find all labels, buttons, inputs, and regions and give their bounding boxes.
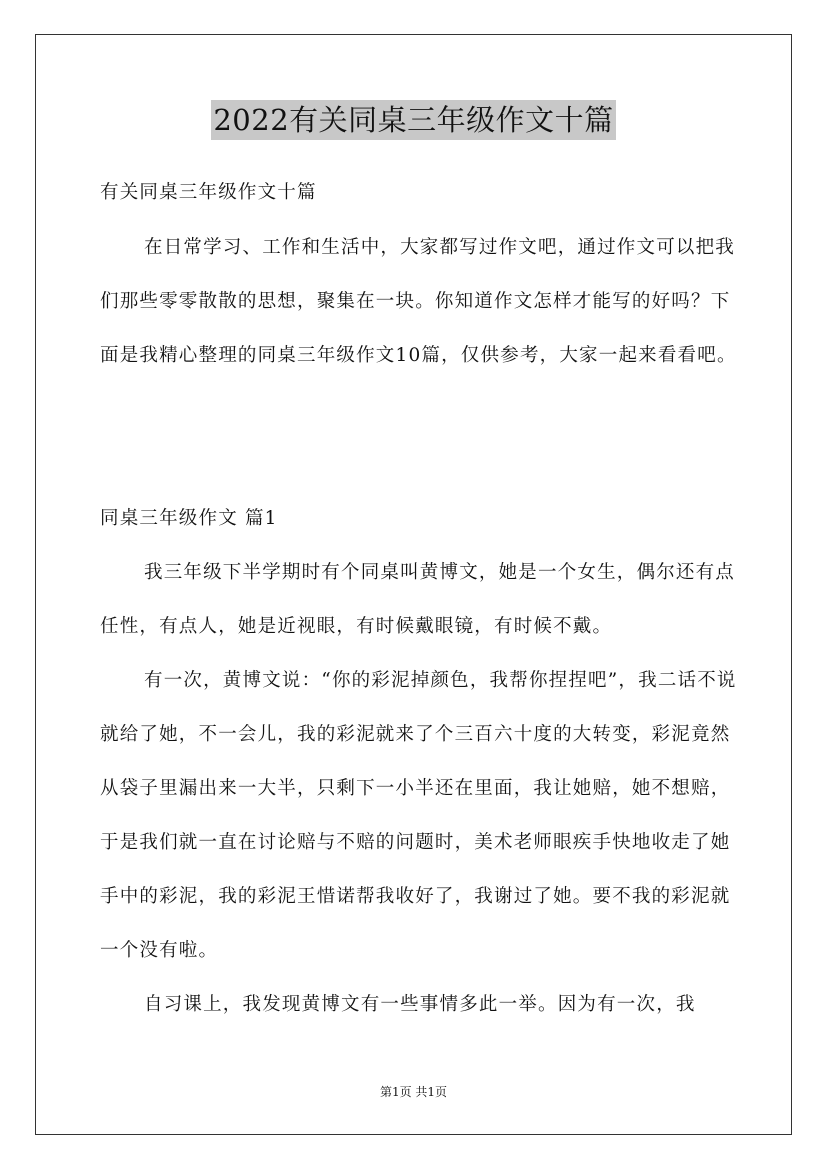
intro-paragraph: 在日常学习、工作和生活中，大家都写过作文吧，通过作文可以把我们那些零零散散的思想，聚集在一块。你知道作文怎样才能写的好吗？下面是我精心整理的同桌三年级作文10篇，仅供参考，大家一起来看看吧。 — [100, 237, 737, 366]
document-title: 2022有关同桌三年级作文十篇 — [211, 100, 615, 140]
title-container — [0, 100, 827, 140]
section-body — [100, 546, 740, 1032]
body-paragraph: 自习课上，我发现黄博文有一些事情多此一举。因为有一次，我 — [144, 994, 696, 1015]
body-paragraph: 我三年级下半学期时有个同桌叫黄博文，她是一个女生，偶尔还有点任性，有点人，她是近视眼，有时候戴眼镜，有时候不戴。 — [100, 562, 736, 637]
document-subtitle: 有关同桌三年级作文十篇 — [100, 182, 317, 203]
section-heading: 同桌三年级作文 篇1 — [100, 508, 278, 529]
body-paragraph: 有一次，黄博文说：“你的彩泥掉颜色，我帮你捏捏吧”，我二话不说就给了她，不一会儿，我的彩泥就来了个三百六十度的大转变，彩泥竟然从袋子里漏出来一大半，只剩下一小半还在里面，我让她赔，她不想赔，于是我们就一直在讨论赔与不赔的问题时，美术老师眼疾手快地收走了她手中的彩泥，我的彩泥王惜诺帮我收好了，我谢过了她。要不我的彩泥就一个没有啦。 — [100, 670, 737, 961]
page-number: 第1页 共1页 — [379, 1085, 448, 1099]
page-footer — [0, 1083, 827, 1101]
intro-block — [100, 221, 740, 383]
